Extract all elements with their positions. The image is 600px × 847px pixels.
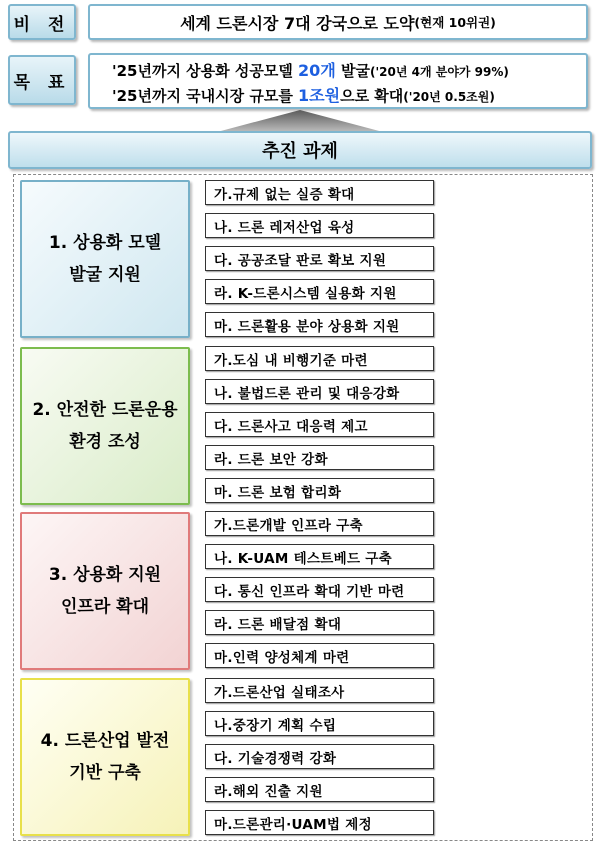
goal-line-1-highlight: 20개 — [298, 61, 336, 80]
category-3-item-1: 가.드론개발 인프라 구축 — [205, 511, 434, 536]
goal-line-1-pre: '25년까지 상용화 성공모델 — [112, 62, 299, 80]
goal-label — [8, 55, 76, 105]
goal-line-1-post: 발굴 — [335, 62, 370, 80]
category-3-item-3: 다. 통신 인프라 확대 기반 마련 — [205, 577, 434, 602]
category-1-item-4: 라. K-드론시스템 실용화 지원 — [205, 279, 434, 304]
vision-note: (현재 10위권) — [414, 15, 496, 30]
category-4-item-5: 마.드론관리·UAM법 제정 — [205, 810, 434, 835]
tasks-header — [8, 131, 592, 169]
category-1-item-3: 다. 공공조달 판로 확보 지원 — [205, 246, 434, 271]
goal-line-2-note: ('20년 0.5조원) — [403, 90, 495, 104]
goal-label-text: 목 표 — [13, 72, 71, 93]
category-1-item-2: 나. 드론 레저산업 육성 — [205, 213, 434, 238]
vision-text: 세계 드론시장 7대 강국으로 도약 — [180, 13, 415, 33]
category-1-title-line-1: 1. 상용화 모델 — [48, 233, 162, 253]
vision-statement — [88, 4, 588, 40]
goal-line-1 — [112, 59, 586, 84]
category-4-item-4: 라.해외 진출 지원 — [205, 777, 434, 802]
goal-line-1-note: ('20년 4개 분야가 99%) — [369, 65, 509, 79]
category-3-item-2: 나. K-UAM 테스트베드 구축 — [205, 544, 434, 569]
goal-line-2 — [112, 84, 586, 109]
goal-line-2-post: 으로 확대 — [340, 87, 404, 105]
category-1-box — [20, 180, 190, 338]
tasks-header-text: 추진 과제 — [262, 141, 338, 162]
category-4-box — [20, 678, 190, 836]
category-1-item-1: 가.규제 없는 실증 확대 — [205, 180, 434, 205]
category-2-item-5: 마. 드론 보험 합리화 — [205, 478, 434, 503]
goal-line-2-pre: '25년까지 국내시장 규모를 — [112, 87, 299, 105]
category-1-item-5: 마. 드론활용 분야 상용화 지원 — [205, 312, 434, 337]
category-2-title-line-2: 환경 조성 — [69, 432, 141, 452]
category-2-item-4: 라. 드론 보안 강화 — [205, 445, 434, 470]
category-3-box — [20, 512, 190, 670]
goal-line-2-highlight: 1조원 — [298, 86, 341, 105]
vision-label-text: 비 전 — [13, 14, 71, 35]
category-4-item-1: 가.드론산업 실태조사 — [205, 678, 434, 703]
vision-label — [8, 4, 76, 40]
category-2-item-2: 나. 불법드론 관리 및 대응강화 — [205, 379, 434, 404]
category-3-title-line-1: 3. 상용화 지원 — [48, 565, 162, 585]
category-2-item-3: 다. 드론사고 대응력 제고 — [205, 412, 434, 437]
category-3-item-4: 라. 드론 배달점 확대 — [205, 610, 434, 635]
category-4-title-line-1: 4. 드론산업 발전 — [40, 731, 170, 751]
category-4-item-2: 나.중장기 계획 수립 — [205, 711, 434, 736]
category-2-box — [20, 347, 190, 505]
category-4-item-3: 다. 기술경쟁력 강화 — [205, 744, 434, 769]
category-2-title-line-1: 2. 안전한 드론운용 — [32, 400, 178, 420]
category-4-title-line-2: 기반 구축 — [69, 763, 141, 783]
up-arrow-icon — [217, 110, 383, 132]
category-3-title-line-2: 인프라 확대 — [60, 597, 149, 617]
category-1-title-line-2: 발굴 지원 — [69, 265, 141, 285]
category-2-item-1: 가.도심 내 비행기준 마련 — [205, 346, 434, 371]
category-3-item-5: 마.인력 양성체계 마련 — [205, 643, 434, 668]
goal-statement — [88, 53, 588, 109]
